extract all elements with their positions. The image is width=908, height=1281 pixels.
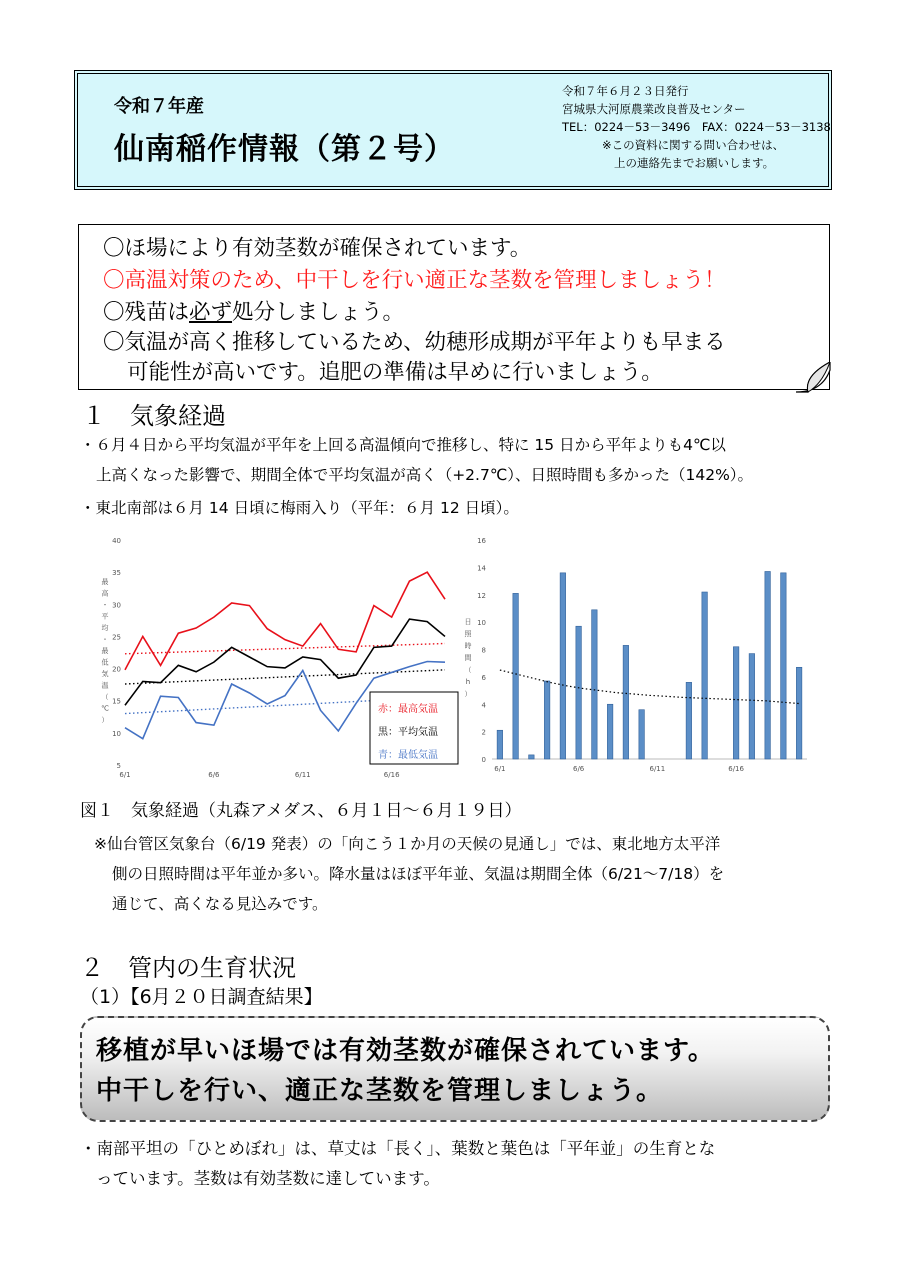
sunshine-xtick-label: 6/16: [728, 765, 744, 773]
sunshine-ylabel-char: 照: [464, 630, 472, 638]
forecast-note-3: 通じて、高くなる見込みです。: [112, 895, 328, 913]
publisher-info: [562, 82, 831, 172]
temp-xtick-label: 6/16: [383, 771, 400, 779]
summary-line-3-end: 処分しましょう。: [232, 300, 405, 325]
sunshine-ytick-label: 2: [481, 728, 486, 737]
contact-note-1: ※この資料に関する問い合わせは、: [602, 138, 785, 152]
sunshine-ylabel-char: 時: [464, 642, 472, 650]
temp-ylabel-char: ）: [101, 716, 109, 724]
summary-line-3-start: 〇残苗は: [103, 300, 190, 325]
section-1-bullet-2: ・東北南部は６月 14 日頃に梅雨入り（平年：６月 12 日頃）。: [80, 499, 519, 517]
issue-date: 令和７年６月２３日発行: [562, 84, 689, 98]
summary-box: [78, 224, 830, 390]
sunshine-ytick-label: 12: [477, 591, 486, 600]
sunshine-bar: [765, 571, 771, 759]
callout-line-1: 移植が早いほ場では有効茎数が確保されています。: [96, 1036, 715, 1066]
temp-ylabel-char: 気: [101, 670, 109, 678]
legend-max-temp: 赤：最高気温: [378, 704, 438, 715]
temp-ylabel-char: 均: [101, 624, 109, 632]
sunshine-ytick-label: 14: [477, 564, 486, 573]
sunshine-bar: [686, 682, 692, 759]
temp-ylabel-char: ・: [101, 635, 109, 644]
temp-xtick-label: 6/6: [208, 771, 220, 779]
contact-note-2: 上の連絡先までお願いします。: [614, 156, 775, 170]
sunshine-bar: [529, 755, 535, 759]
sunshine-bar: [702, 592, 708, 759]
summary-line-1: 〇ほ場により有効茎数が確保されています。: [103, 236, 532, 261]
sunshine-xtick-label: 6/1: [494, 765, 506, 773]
section-2-title: ２ 管内の生育状況: [80, 954, 296, 982]
callout-line-2: 中干しを行い、適正な茎数を管理しましょう。: [96, 1076, 664, 1106]
sunshine-ytick-label: 0: [481, 756, 486, 764]
sunshine-bar: [592, 610, 598, 759]
section-2-subtitle: （1）【6月２０日調査結果】: [80, 986, 323, 1008]
legend-min-temp: 青：最低気温: [378, 750, 438, 761]
summary-line-4: 〇気温が高く推移しているため、幼穂形成期が平年よりも早まる: [103, 330, 726, 355]
temp-ylabel-char: ℃: [101, 704, 109, 713]
figure-caption: 図１ 気象経過（丸森アメダス、６月１日～６月１９日）: [80, 801, 522, 821]
temp-ylabel-char: 高: [101, 589, 109, 598]
sunshine-bar: [796, 667, 802, 759]
temp-ylabel-char: 低: [101, 658, 109, 667]
sunshine-chart: [462, 532, 822, 782]
temp-ylabel-char: 最: [101, 578, 109, 586]
sunshine-bar: [544, 681, 550, 759]
sunshine-ylabel-char: ）: [464, 690, 472, 698]
contact-info: TEL：0224－53－3496 FAX：0224－53－3138: [562, 120, 831, 134]
temp-ytick-label: 15: [112, 697, 121, 706]
sunshine-bar: [623, 645, 629, 759]
temp-ytick-label: 10: [112, 729, 121, 738]
sunshine-ytick-label: 8: [481, 646, 486, 655]
temp-series-line-0: [125, 572, 445, 670]
sunshine-bar: [560, 573, 566, 759]
temp-ylabel-char: ・: [101, 601, 109, 609]
temp-ylabel-char: 平: [101, 612, 109, 621]
header-box: [74, 70, 832, 190]
key-message-callout: [80, 1016, 830, 1122]
sunshine-ylabel-char: 間: [464, 654, 472, 662]
temp-xtick-label: 6/1: [119, 771, 131, 779]
sunshine-ylabel-char: （: [464, 666, 472, 674]
sunshine-bar: [576, 626, 582, 759]
section-2-bullet-1b: っています。茎数は有効茎数に達しています。: [96, 1169, 440, 1188]
temp-normal-trendline: [125, 670, 445, 684]
temp-ytick-label: 40: [112, 537, 121, 545]
summary-line-5: 可能性が高いです。追肥の準備は早めに行いましょう。: [127, 360, 663, 385]
page-title: 仙南稲作情報（第２号）: [114, 132, 455, 167]
temp-ytick-label: 5: [116, 762, 121, 770]
sunshine-bar: [749, 654, 755, 759]
legend-avg-temp: 黒：平均気温: [378, 727, 438, 738]
sunshine-bar: [513, 593, 519, 759]
temp-ylabel-char: （: [101, 693, 109, 701]
temperature-chart: [100, 532, 475, 782]
temperature-legend: [370, 692, 458, 764]
sunshine-ytick-label: 4: [481, 701, 486, 710]
section-1-bullet-1a: ・６月４日から平均気温が平年を上回る高温傾向で推移し、特に 15 日から平年よりも4℃以: [80, 436, 726, 454]
sunshine-ylabel-char: 日: [464, 618, 472, 626]
section-1-title: １ 気象経過: [82, 402, 226, 430]
sunshine-bar: [781, 573, 787, 759]
publisher-name: 宮城県大河原農業改良普及センター: [562, 102, 746, 116]
temp-xtick-label: 6/11: [294, 771, 311, 779]
forecast-note-1: ※仙台管区気象台（6/19 発表）の「向こう１か月の天候の見通し」では、東北地方太平洋: [94, 835, 721, 853]
temp-ytick-label: 30: [112, 601, 121, 610]
temp-ylabel-char: 温: [101, 681, 109, 690]
section-2-bullet-1a: ・南部平坦の「ひとめぼれ」は、草丈は「長く」、葉数と葉色は「平年並」の生育とな: [80, 1139, 716, 1158]
sunshine-ylabel-char: h: [465, 678, 471, 686]
forecast-note-2: 側の日照時間は平年並か多い。降水量はほぼ平年並、気温は期間全体（6/21～7/18）を: [112, 865, 725, 883]
summary-line-2: 〇高温対策のため、中干しを行い適正な茎数を管理しましょう！: [103, 268, 726, 293]
summary-line-3-emphasis: 必ず: [189, 300, 233, 325]
page-curl-decoration: [796, 362, 832, 394]
sunshine-xtick-label: 6/6: [572, 765, 585, 773]
sunshine-bar: [733, 647, 739, 759]
sunshine-ytick-label: 10: [477, 619, 486, 628]
temp-ytick-label: 35: [112, 569, 121, 578]
sunshine-xtick-label: 6/11: [649, 765, 666, 773]
sunshine-bar: [639, 710, 645, 759]
temp-ytick-label: 25: [112, 633, 121, 642]
temp-ylabel-char: 最: [101, 647, 109, 655]
sunshine-bar: [607, 704, 613, 759]
sunshine-bar: [497, 730, 503, 759]
section-1-bullet-1b: 上高くなった影響で、期間全体で平均気温が高く（+2.7℃）、日照時間も多かった（142%）。: [96, 466, 754, 484]
temp-normal-trendline: [125, 644, 445, 654]
sunshine-ytick-label: 6: [481, 673, 486, 682]
temp-ytick-label: 20: [112, 665, 121, 674]
sunshine-ytick-label: 16: [477, 537, 486, 545]
summary-line-3: [103, 295, 404, 326]
publication-year: 令和７年産: [114, 96, 204, 117]
